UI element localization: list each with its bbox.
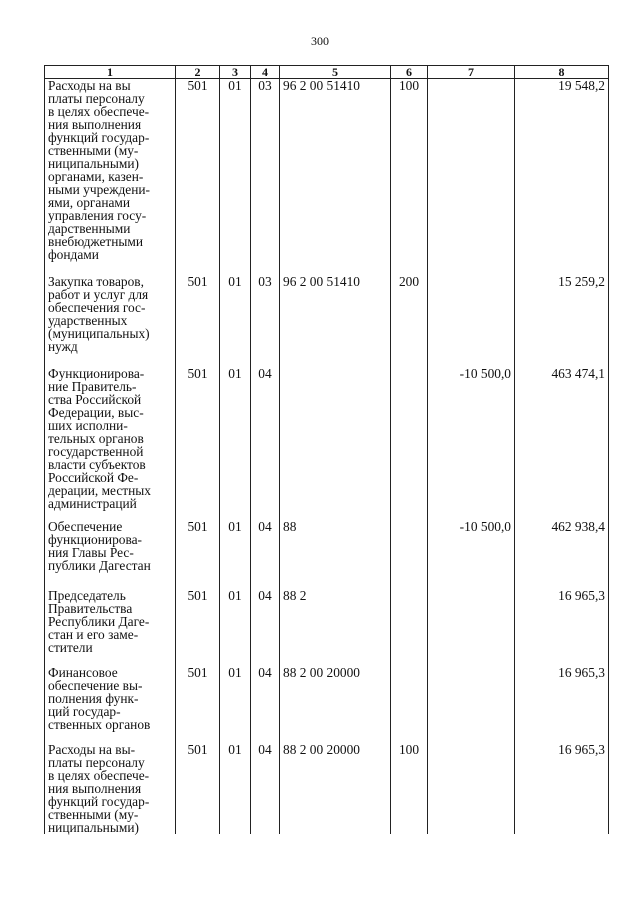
cell-col-8: 15 259,2 bbox=[515, 275, 609, 367]
cell-col-7 bbox=[428, 79, 515, 275]
cell-col-6: 100 bbox=[391, 79, 428, 275]
cell-col-2: 501 bbox=[176, 367, 220, 520]
cell-col-7: -10 500,0 bbox=[428, 520, 515, 589]
cell-col-3: 01 bbox=[220, 666, 251, 743]
cell-col-6 bbox=[391, 520, 428, 589]
cell-col-2: 501 bbox=[176, 589, 220, 666]
cell-col-4: 03 bbox=[251, 275, 280, 367]
row-description: Обеспечение функционирова- ния Главы Рес- публики Дагестан bbox=[45, 520, 176, 589]
cell-col-8: 19 548,2 bbox=[515, 79, 609, 275]
row-description: Функционирова- ние Правитель- ства Российской Федерации, выс- ших исполни- тельных органов государственной власти субъектов Российской Фе- дерации, местных администраций bbox=[45, 367, 176, 520]
cell-col-4: 04 bbox=[251, 367, 280, 520]
cell-col-2: 501 bbox=[176, 666, 220, 743]
cell-col-2: 501 bbox=[176, 520, 220, 589]
cell-col-4: 04 bbox=[251, 666, 280, 743]
column-header-1: 1 bbox=[45, 66, 176, 79]
table-row bbox=[45, 666, 609, 743]
cell-col-3: 01 bbox=[220, 367, 251, 520]
cell-col-7: -10 500,0 bbox=[428, 367, 515, 520]
table-row bbox=[45, 367, 609, 520]
cell-col-6 bbox=[391, 666, 428, 743]
cell-col-4: 03 bbox=[251, 79, 280, 275]
cell-col-5 bbox=[280, 367, 391, 520]
cell-col-3: 01 bbox=[220, 743, 251, 834]
cell-col-8: 462 938,4 bbox=[515, 520, 609, 589]
table-row bbox=[45, 589, 609, 666]
cell-col-2: 501 bbox=[176, 79, 220, 275]
cell-col-6 bbox=[391, 367, 428, 520]
cell-col-6 bbox=[391, 589, 428, 666]
cell-col-2: 501 bbox=[176, 743, 220, 834]
cell-col-4: 04 bbox=[251, 743, 280, 834]
cell-col-7 bbox=[428, 275, 515, 367]
column-header-4: 4 bbox=[251, 66, 280, 79]
column-header-8: 8 bbox=[515, 66, 609, 79]
cell-col-5: 96 2 00 51410 bbox=[280, 79, 391, 275]
cell-col-8: 16 965,3 bbox=[515, 589, 609, 666]
cell-col-7 bbox=[428, 666, 515, 743]
column-header-6: 6 bbox=[391, 66, 428, 79]
table-row bbox=[45, 79, 609, 275]
cell-col-3: 01 bbox=[220, 275, 251, 367]
row-description: Расходы на вы- платы персоналу в целях обеспече- ния выполнения функций государ- ственными (му- ниципальными) bbox=[45, 743, 176, 834]
cell-col-8: 16 965,3 bbox=[515, 666, 609, 743]
page-number: 300 bbox=[311, 34, 329, 48]
cell-col-3: 01 bbox=[220, 79, 251, 275]
cell-col-7 bbox=[428, 743, 515, 834]
cell-col-4: 04 bbox=[251, 520, 280, 589]
column-header-5: 5 bbox=[280, 66, 391, 79]
row-description: Председатель Правительства Республики Даге- стан и его заме- стители bbox=[45, 589, 176, 666]
table-row bbox=[45, 275, 609, 367]
cell-col-3: 01 bbox=[220, 520, 251, 589]
cell-col-5: 88 2 00 20000 bbox=[280, 743, 391, 834]
cell-col-5: 88 2 bbox=[280, 589, 391, 666]
cell-col-7 bbox=[428, 589, 515, 666]
row-description: Финансовое обеспечение вы- полнения функ- ций государ- ственных органов bbox=[45, 666, 176, 743]
column-header-7: 7 bbox=[428, 66, 515, 79]
column-header-2: 2 bbox=[176, 66, 220, 79]
row-description: Расходы на вы платы персоналу в целях обеспече- ния выполнения функций государ- ственными (му- ниципальными) органами, казен- ными учреждени- ями, органами управления госу- дарственными внебюджетными фондами bbox=[45, 79, 176, 275]
cell-col-8: 16 965,3 bbox=[515, 743, 609, 834]
cell-col-6: 100 bbox=[391, 743, 428, 834]
cell-col-4: 04 bbox=[251, 589, 280, 666]
table-row bbox=[45, 743, 609, 834]
table-row bbox=[45, 520, 609, 589]
cell-col-5: 88 2 00 20000 bbox=[280, 666, 391, 743]
cell-col-3: 01 bbox=[220, 589, 251, 666]
header-row bbox=[45, 66, 609, 79]
column-header-3: 3 bbox=[220, 66, 251, 79]
budget-table bbox=[44, 65, 609, 834]
cell-col-5: 96 2 00 51410 bbox=[280, 275, 391, 367]
row-description: Закупка товаров, работ и услуг для обеспечения гос- ударственных (муниципальных) нужд bbox=[45, 275, 176, 367]
cell-col-5: 88 bbox=[280, 520, 391, 589]
cell-col-2: 501 bbox=[176, 275, 220, 367]
cell-col-6: 200 bbox=[391, 275, 428, 367]
cell-col-8: 463 474,1 bbox=[515, 367, 609, 520]
